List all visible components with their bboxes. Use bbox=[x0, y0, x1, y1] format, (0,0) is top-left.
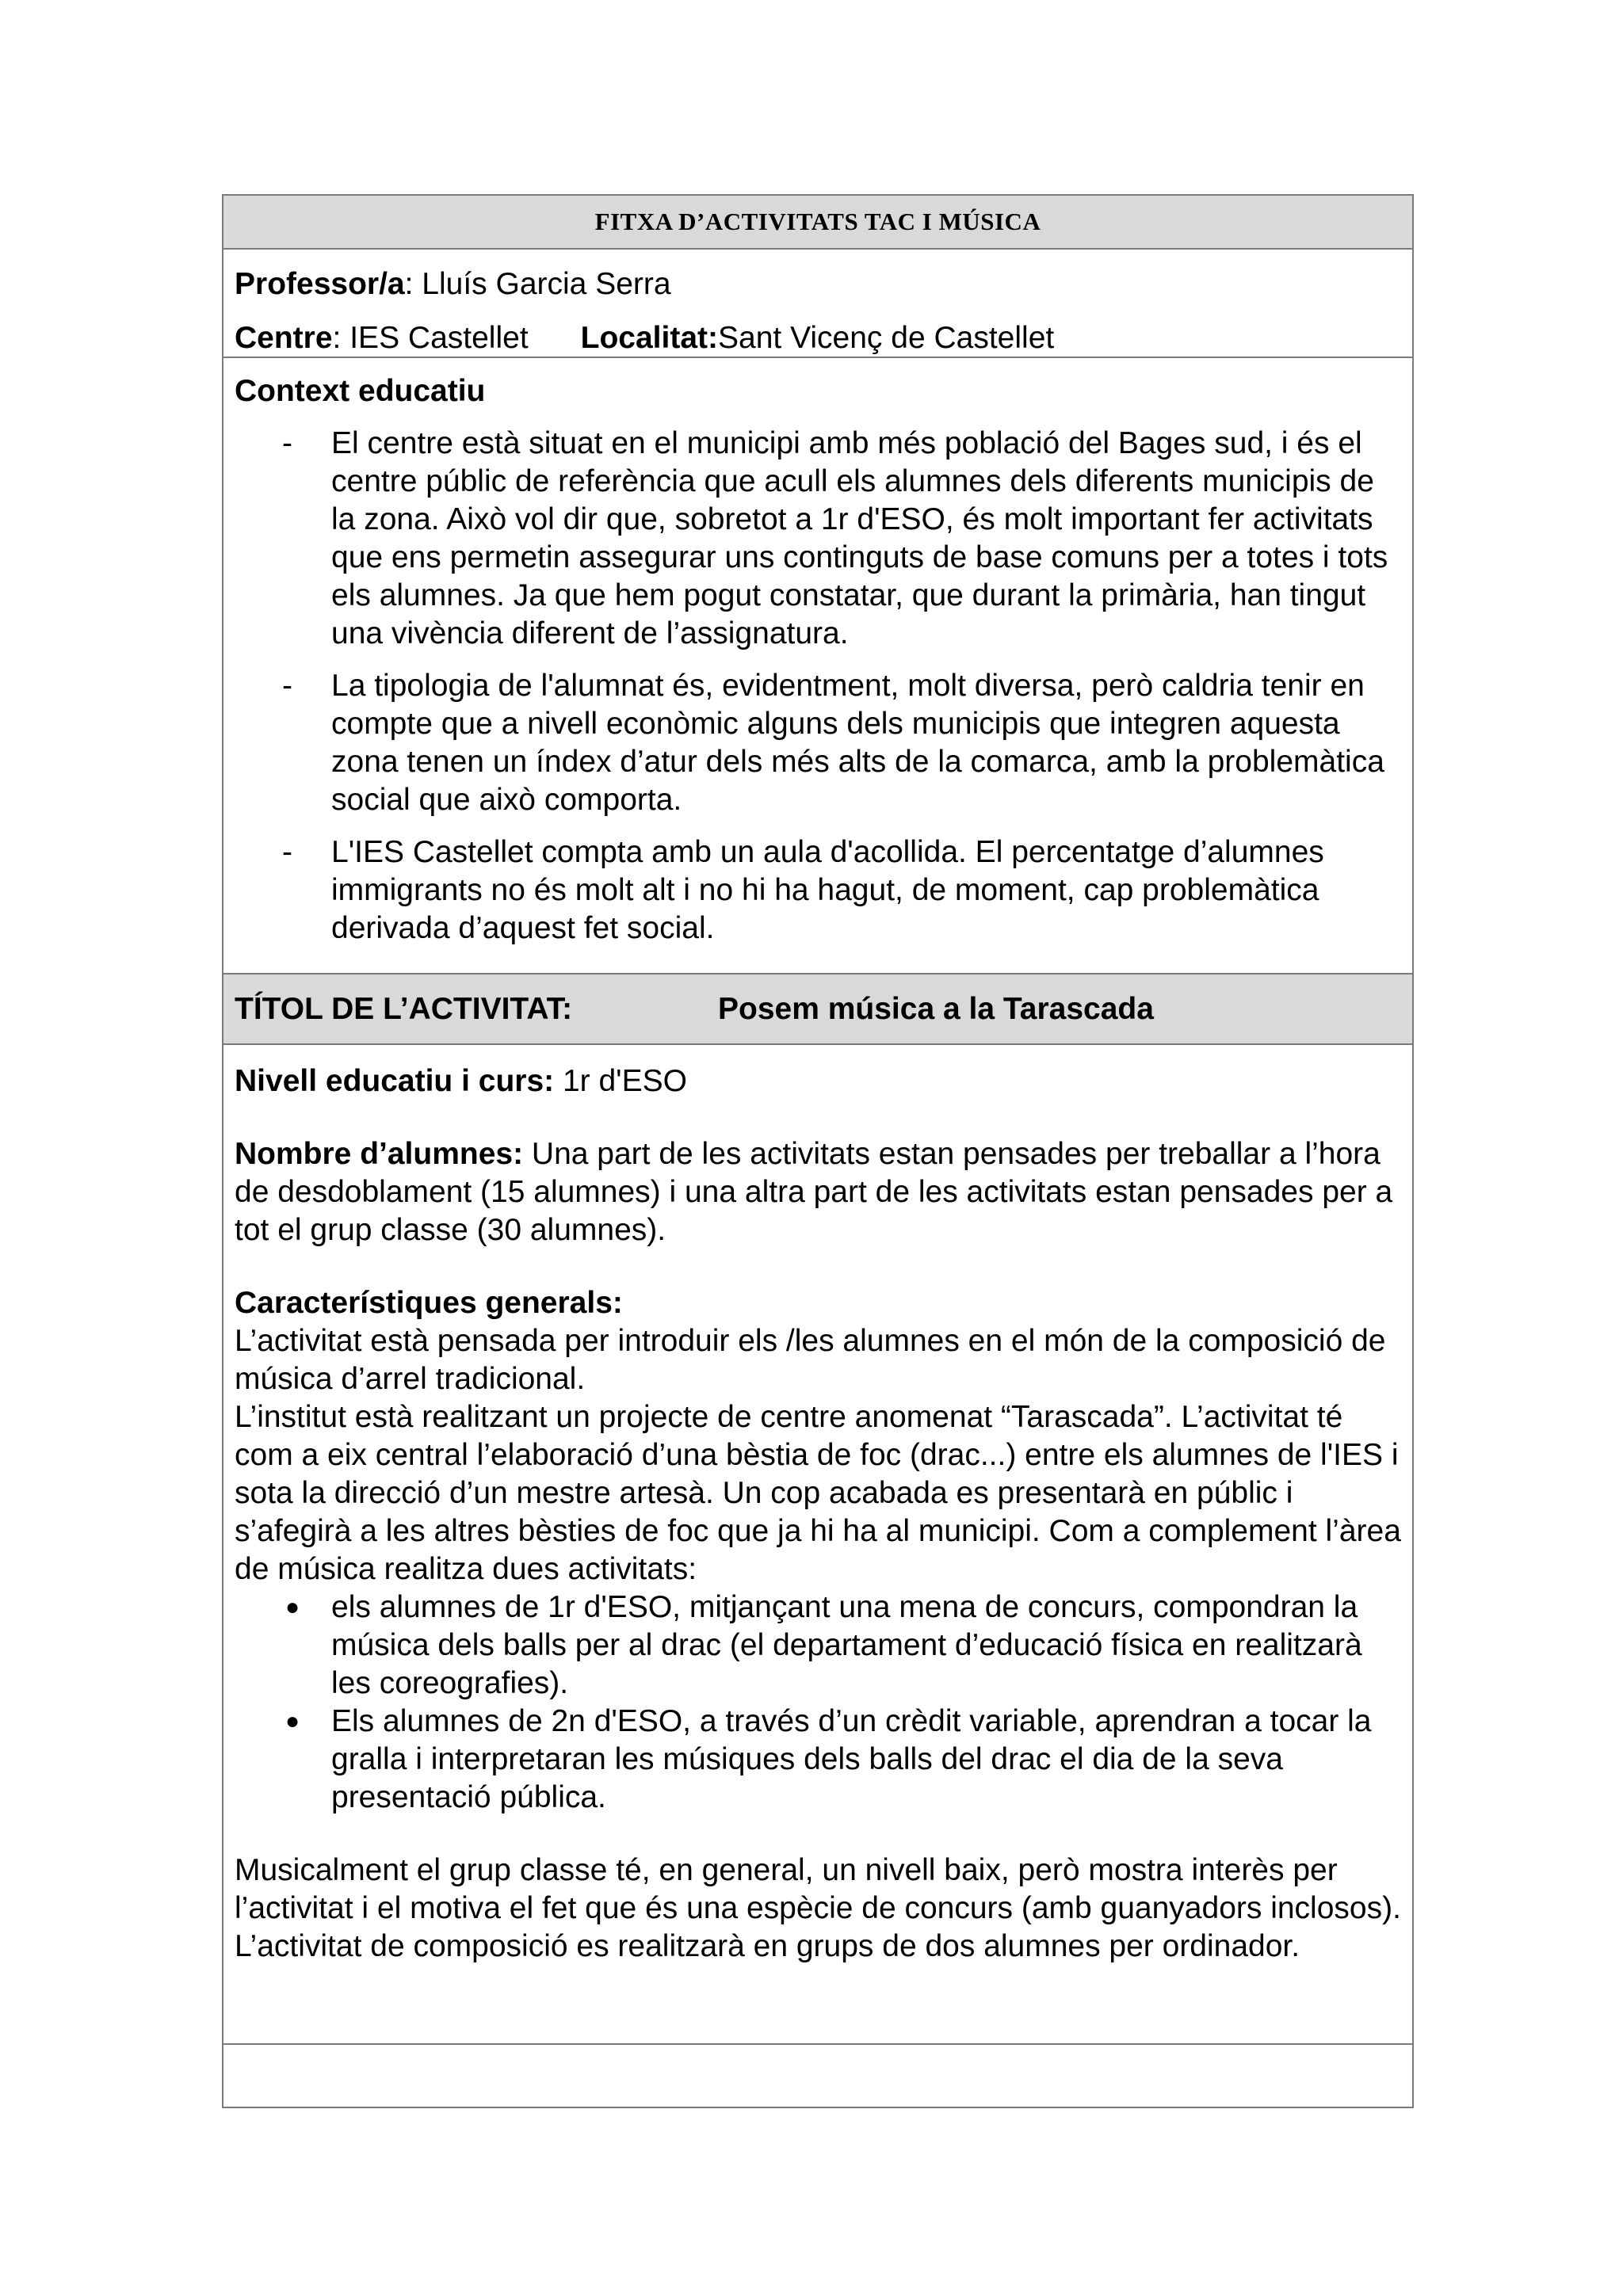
list-item bbox=[223, 425, 1412, 653]
centre-value: : IES Castellet bbox=[332, 321, 529, 355]
bullet-marker: ● bbox=[285, 1594, 300, 1620]
level-value: 1r d'ESO bbox=[554, 1064, 687, 1098]
teacher-line bbox=[235, 257, 1401, 311]
activity-title-label: TÍTOL DE L’ACTIVITAT: bbox=[235, 991, 573, 1026]
closing-paragraph-2: L’activitat de composició es realitzarà en grups de dos alumnes per ordinador. bbox=[235, 1929, 1300, 1963]
context-item-text: L'IES Castellet compta amb un aula d'acollida. El percentatge d’alumnes immigrants no és molt alt i no hi ha hagut, de moment, cap problemàtica derivada d’aquest fet social. bbox=[331, 835, 1324, 945]
activity-title-row bbox=[223, 973, 1412, 1043]
locality-value: Sant Vicenç de Castellet bbox=[718, 321, 1055, 355]
context-heading: Context educatiu bbox=[235, 374, 486, 408]
features-list bbox=[223, 1589, 1412, 1817]
context-item-text: La tipologia de l'alumnat és, evidentment, molt diversa, però caldria tenir en compte que a nivell econòmic alguns dels municipis que integren aquesta zona tenen un índex d’atur dels més alts de la comarca, amb la problemàtica social que això comporta. bbox=[331, 669, 1384, 817]
activity-title-value: Posem música a la Tarascada bbox=[718, 991, 1154, 1026]
closing-paragraph-1: Musicalment el grup classe té, en general, un nivell baix, però mostra interès per l’activitat i el motiva el fet que és una espècie de concurs (amb guanyadors inclosos). bbox=[235, 1853, 1401, 1925]
level-label: Nivell educatiu i curs: bbox=[235, 1064, 555, 1098]
context-section bbox=[223, 357, 1412, 973]
list-item bbox=[223, 833, 1412, 948]
dash-marker: - bbox=[282, 426, 292, 460]
students-label: Nombre d’alumnes: bbox=[235, 1137, 524, 1171]
info-row bbox=[223, 248, 1412, 357]
sheet-title: FITXA D’ACTIVITATS TAC I MÚSICA bbox=[594, 208, 1041, 235]
activity-sheet bbox=[222, 194, 1414, 2108]
features-block bbox=[223, 1284, 1412, 1817]
teacher-value: : Lluís Garcia Serra bbox=[404, 267, 671, 301]
sheet-title-row bbox=[223, 196, 1412, 248]
details-section bbox=[223, 1043, 1412, 2043]
context-list bbox=[223, 425, 1412, 948]
empty-row bbox=[223, 2043, 1412, 2107]
students-paragraph bbox=[223, 1135, 1412, 1249]
students-value: Una part de les activitats estan pensades per treballar a l’hora de desdoblament (15 alumnes) i una altra part de les activitats estan pensades per a tot el grup classe (30 alumnes). bbox=[235, 1137, 1393, 1247]
context-item-text: El centre està situat en el municipi amb més població del Bages sud, i és el centre públic de referència que acull els alumnes dels diferents municipis de la zona. Això vol dir que, sobretot a 1r d'ESO, és molt important fer activitats que ens permetin assegurar uns continguts de base comuns per a totes i tots els alumnes. Ja que hem pogut constatar, que durant la primària, han tingut una vivència diferent de l’assignatura. bbox=[331, 426, 1388, 650]
features-label: Característiques generals: bbox=[235, 1286, 623, 1320]
locality-label: Localitat: bbox=[580, 321, 719, 355]
features-intro: L’activitat està pensada per introduir els /les alumnes en el món de la composició de música d’arrel tradicional. bbox=[235, 1324, 1386, 1396]
closing-block bbox=[223, 1852, 1412, 1966]
level-paragraph bbox=[223, 1062, 1412, 1100]
teacher-label: Professor/a bbox=[235, 267, 405, 301]
feature-bullet-text: els alumnes de 1r d'ESO, mitjançant una mena de concurs, compondran la música dels balls per al drac (el departament d’educació física en realitzarà les coreografies). bbox=[331, 1590, 1362, 1700]
dash-marker: - bbox=[282, 669, 292, 703]
list-item bbox=[223, 667, 1412, 819]
bullet-marker: ● bbox=[285, 1708, 300, 1734]
list-item bbox=[223, 1703, 1412, 1817]
features-project: L’institut està realitzant un projecte de centre anomenat “Tarascada”. L’activitat té com a eix central l’elaboració d’una bèstia de foc (drac...) entre els alumnes de l'IES i sota la direcció d’un mestre artesà. Un cop acabada es presentarà en públic i s’afegirà a les altres bèsties de foc que ja hi ha al municipi. Com a complement l’àrea de música realitza dues activitats: bbox=[235, 1400, 1401, 1586]
list-item bbox=[223, 1589, 1412, 1703]
dash-marker: - bbox=[282, 835, 292, 869]
feature-bullet-text: Els alumnes de 2n d'ESO, a través d’un crèdit variable, aprendran a tocar la gralla i interpretaran les músiques dels balls del drac el dia de la seva presentació pública. bbox=[331, 1704, 1372, 1814]
centre-label: Centre bbox=[235, 321, 333, 355]
